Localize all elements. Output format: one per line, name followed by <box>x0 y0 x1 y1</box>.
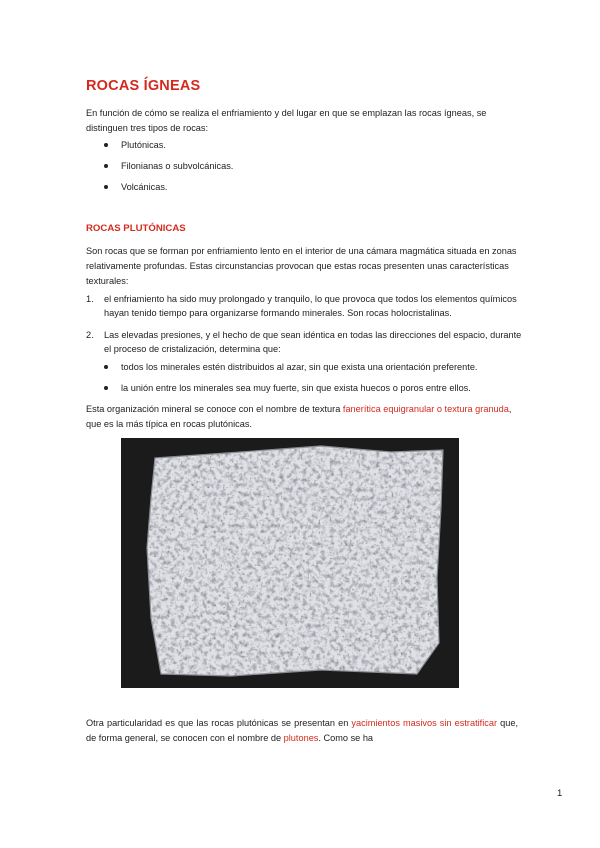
bullet-icon <box>104 386 108 390</box>
list-item <box>104 138 504 159</box>
list-item-text: todos los minerales estén distribuidos al azar, sin que exista una orientación preferente. <box>121 362 478 372</box>
closing-text: Otra particularidad es que las rocas plutónicas se presentan en <box>86 718 352 728</box>
bullet-icon <box>104 185 108 189</box>
page-number: 1 <box>557 788 563 799</box>
list-item <box>104 159 504 180</box>
section-title: ROCAS PLUTÓNICAS <box>86 223 186 234</box>
page-title: ROCAS ÍGNEAS <box>86 78 201 94</box>
section-paragraph: Son rocas que se forman por enfriamiento lento en el interior de una cámara magmática situada en zonas relativamente profundas. Estas circunstancias provocan que estas rocas presenten unas características texturales: <box>86 246 517 286</box>
bullet-icon <box>104 164 108 168</box>
list-item <box>104 381 524 402</box>
list-item-text: Filonianas o subvolcánicas. <box>121 161 234 171</box>
closing-text: que, de forma general, se conocen con el nombre de <box>86 718 519 743</box>
texture-text: Esta organización mineral se conoce con el nombre de textura <box>86 404 343 414</box>
list-item-text: Plutónicas. <box>121 140 166 150</box>
closing-paragraph <box>86 716 518 746</box>
list-item-text: Volcánicas. <box>121 182 168 192</box>
rock-types-list <box>104 138 504 201</box>
texture-highlight: fanerítica equigranular o textura granuda <box>342 404 509 414</box>
granite-rock-photo <box>121 438 459 688</box>
list-item-text: la unión entre los minerales sea muy fuerte, sin que exista huecos o poros entre ellos. <box>121 383 471 393</box>
item-number: 1. <box>86 294 94 304</box>
list-item <box>104 180 504 201</box>
texture-text: , que es la más típica en rocas plutónicas. <box>86 404 512 429</box>
closing-highlight: yacimientos masivos sin estratificar <box>351 718 498 728</box>
sub-bullet-list <box>104 360 524 402</box>
texture-paragraph <box>86 402 518 432</box>
bullet-icon <box>104 365 108 369</box>
bullet-icon <box>104 143 108 147</box>
item-text: el enfriamiento ha sido muy prolongado y tranquilo, lo que provoca que todos los elementos químicos hayan tenido tiempo para organizarse formando minerales. Son rocas holocristalinas. <box>104 294 517 318</box>
numbered-item <box>86 328 526 356</box>
intro-paragraph: En función de cómo se realiza el enfriamiento y del lugar en que se emplazan las rocas ígneas, se distinguen tres tipos de rocas: <box>86 108 487 133</box>
numbered-item <box>86 292 526 324</box>
item-number: 2. <box>86 330 94 340</box>
numbered-list <box>86 292 526 356</box>
closing-text: . Como se ha <box>318 733 374 743</box>
granite-rock-image <box>121 438 459 688</box>
closing-highlight: plutones <box>283 733 319 743</box>
list-item <box>104 360 524 381</box>
item-text: Las elevadas presiones, y el hecho de que sean idéntica en todas las direcciones del espacio, durante el proceso de cristalización, determina que: <box>104 330 522 354</box>
